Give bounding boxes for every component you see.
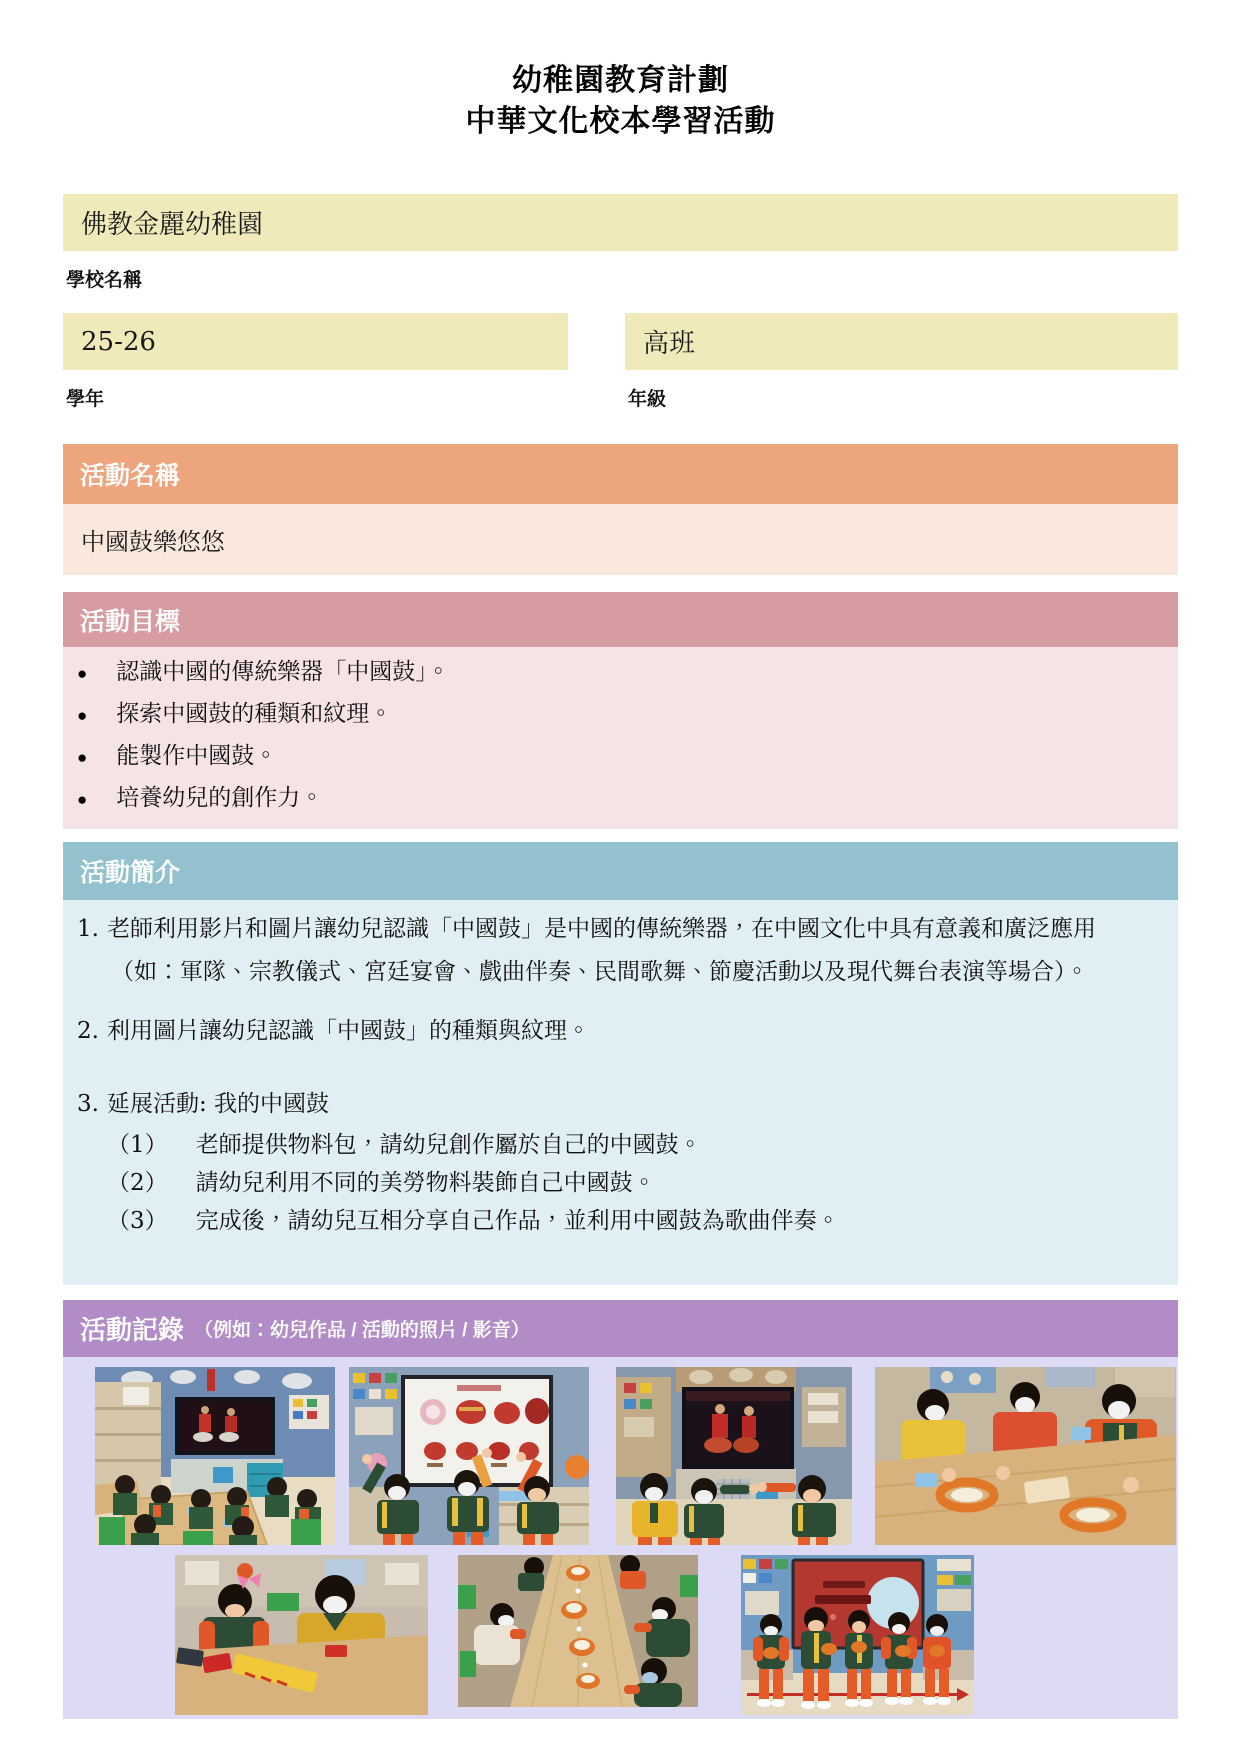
school-name-value: 佛教金麗幼稚園 [81, 210, 264, 240]
photo-children-showing-drums-svg [741, 1555, 974, 1715]
sub-item-number: （3） [107, 1208, 168, 1234]
records-header [63, 1300, 1178, 1357]
bullet-icon: ● [77, 748, 88, 767]
records-header-note: （例如：幼兒作品 / 活動的照片 / 影音） [194, 1320, 530, 1341]
grade-field [625, 313, 1178, 370]
intro-header: 活動簡介 [63, 842, 1178, 900]
goal-text: 探索中國鼓的種類和紋理。 [116, 701, 393, 727]
photo-two-children-decorating-svg [175, 1555, 428, 1715]
intro-item-text: 延展活動: 我的中國鼓 [106, 1091, 330, 1117]
goal-item [63, 779, 1178, 821]
bullet-icon: ● [77, 706, 88, 725]
document-title [0, 0, 1241, 142]
photo-crafting-table [875, 1367, 1176, 1545]
photo-children-showing-drums [741, 1555, 974, 1715]
intro-item-text: 利用圖片讓幼兒認識「中國鼓」的種類與紋理。 [106, 1018, 590, 1044]
sub-item-text: 請幼兒利用不同的美勞物料裝飾自己中國鼓。 [195, 1170, 656, 1196]
background-decor [175, 1555, 428, 1611]
intro-item-number: 2. [77, 1018, 99, 1044]
goal-text: 能製作中國鼓。 [116, 743, 278, 769]
tv-screen [175, 1397, 275, 1455]
section-activity-name [63, 444, 1178, 575]
grade-label: 年級 [628, 389, 667, 410]
section-records [63, 1300, 1178, 1719]
goals-body [63, 647, 1178, 829]
bullet-icon: ● [77, 664, 88, 683]
intro-sub-item-2 [77, 1164, 1156, 1202]
photo-drum-slideshow-svg [349, 1367, 589, 1545]
year-column [63, 313, 568, 411]
photo-tv-drummers-svg [616, 1367, 852, 1545]
intro-item-2 [77, 1010, 1156, 1053]
classroom-furniture [171, 1459, 283, 1497]
activity-name-value: 中國鼓樂悠悠 [81, 528, 225, 556]
goal-text: 認識中國的傳統樂器「中國鼓」。 [116, 659, 450, 685]
section-goals [63, 592, 1178, 829]
grade-column [625, 313, 1178, 411]
school-year-value: 25-26 [81, 326, 156, 357]
goal-text: 培養幼兒的創作力。 [116, 785, 324, 811]
photo-long-table-drums-svg [458, 1555, 698, 1707]
photo-tv-drummers [616, 1367, 852, 1545]
sub-item-number: （2） [107, 1170, 168, 1196]
bullet-icon: ● [77, 790, 88, 809]
section-gap [63, 1285, 1178, 1300]
intro-item-number: 1. [77, 916, 99, 942]
photo-two-children-decorating [175, 1555, 428, 1715]
document-content [63, 194, 1178, 1719]
intro-sub-item-1 [77, 1126, 1156, 1164]
intro-item-text: 老師利用影片和圖片讓幼兒認識「中國鼓」是中國的傳統樂器，在中國文化中具有意義和廣泛應用（如：軍隊、宗教儀式、宮廷宴會、戲曲伴奏、民間歌舞、節慶活動以及現代舞台表演等場合）。 [106, 916, 1096, 985]
goal-item [63, 695, 1178, 737]
goal-item [63, 653, 1178, 695]
records-photo-area [63, 1357, 1178, 1719]
intro-item-number: 3. [77, 1091, 99, 1117]
title-line-2: 中華文化校本學習活動 [465, 105, 776, 138]
intro-item-1 [77, 908, 1156, 994]
photo-drum-slideshow [349, 1367, 589, 1545]
school-name-field [63, 194, 1178, 251]
school-year-field [63, 313, 568, 370]
activity-name-header: 活動名稱 [63, 444, 1178, 504]
intro-body [63, 900, 1178, 1285]
sub-item-number: （1） [107, 1132, 168, 1158]
grade-value: 高班 [643, 329, 696, 359]
tv-screen [682, 1387, 794, 1469]
photo-classroom-tv [95, 1367, 335, 1545]
photo-classroom-tv-svg [95, 1367, 335, 1545]
records-header-title: 活動記錄 [80, 1315, 185, 1345]
school-year-label: 學年 [66, 389, 105, 410]
year-grade-row [63, 313, 1178, 411]
title-line-1: 幼稚園教育計劃 [512, 64, 729, 97]
section-gap [63, 829, 1178, 842]
section-gap [63, 575, 1178, 592]
sub-item-text: 完成後，請幼兒互相分享自己作品，並利用中國鼓為歌曲伴奏。 [195, 1208, 840, 1234]
sub-item-text: 老師提供物料包，請幼兒創作屬於自己的中國鼓。 [195, 1132, 702, 1158]
intro-sub-item-3 [77, 1202, 1156, 1240]
school-name-label: 學校名稱 [66, 270, 143, 291]
photo-long-table-drums [458, 1555, 698, 1707]
intro-item-3 [77, 1083, 1156, 1126]
section-intro [63, 842, 1178, 1285]
goals-header: 活動目標 [63, 592, 1178, 647]
activity-name-body [63, 504, 1178, 575]
photo-crafting-table-svg [875, 1367, 1176, 1545]
goal-item [63, 737, 1178, 779]
